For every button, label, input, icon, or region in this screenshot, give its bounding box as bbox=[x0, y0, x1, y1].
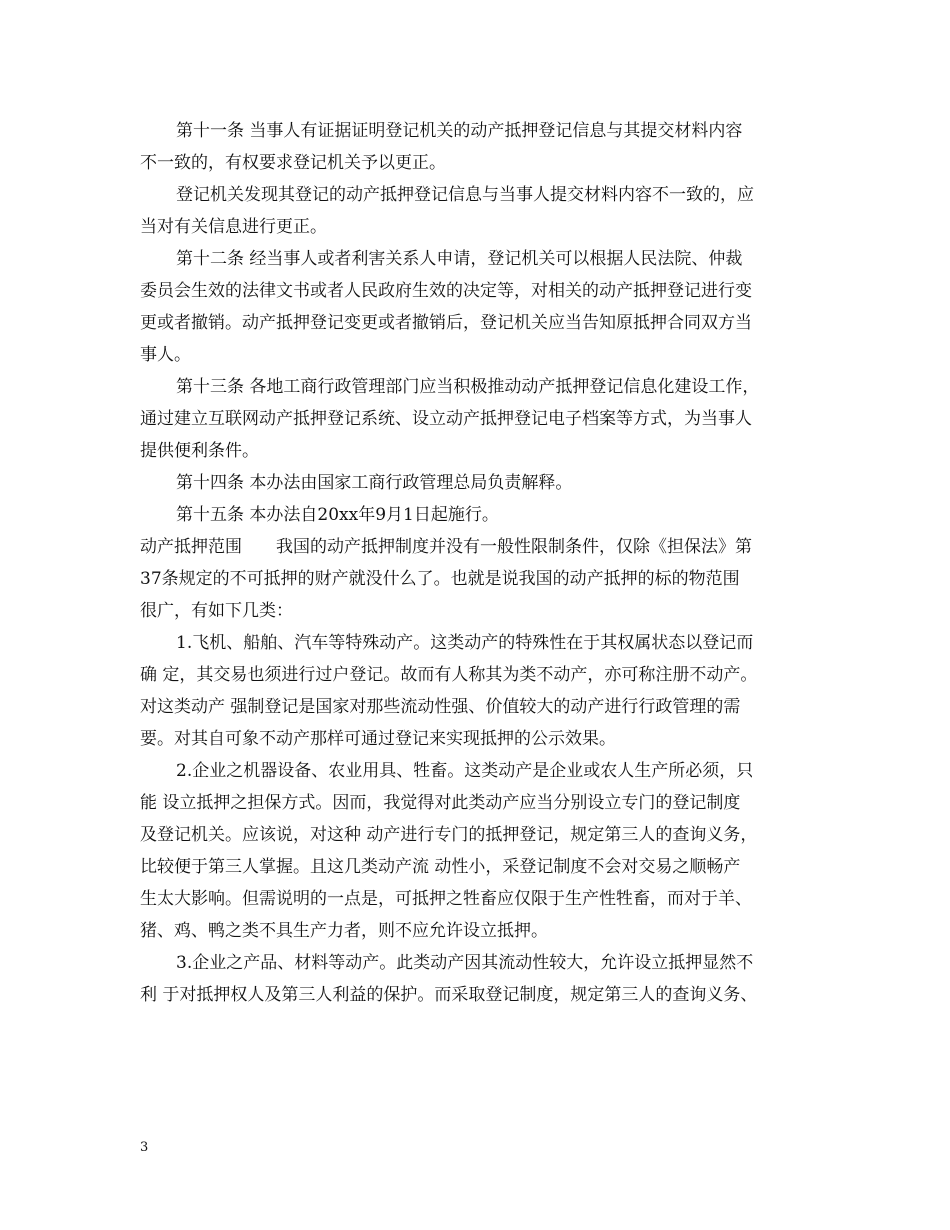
text-line: 3.企业之产品、材料等动产。此类动产因其流动性较大，允许设立抵押显然不 bbox=[176, 953, 754, 973]
text-line: 提供便利条件。 bbox=[140, 441, 259, 461]
page-number: 3 bbox=[140, 1140, 149, 1155]
text-line: 第十三条 各地工商行政管理部门应当积极推动动产抵押登记信息化建设工作， bbox=[176, 377, 760, 397]
text-line: 不一致的，有权要求登记机关予以更正。 bbox=[140, 153, 446, 173]
document-body bbox=[140, 115, 815, 1011]
text-line: 猪、鸡、鸭之类不具生产力者，则不应允许设立抵押。 bbox=[140, 921, 548, 941]
text-line: 2.企业之机器设备、农业用具、牲畜。这类动产是企业或农人生产所必须，只 bbox=[176, 761, 754, 781]
text-line: 要。对其自可象不动产那样可通过登记来实现抵押的公示效果。 bbox=[140, 729, 616, 749]
text-line: 当对有关信息进行更正。 bbox=[140, 217, 327, 237]
text-line: 通过建立互联网动产抵押登记系统、设立动产抵押登记电子档案等方式，为当事人 bbox=[140, 409, 752, 429]
text-line: 及登记机关。应该说，对这种 动产进行专门的抵押登记，规定第三人的查询义务， bbox=[140, 825, 758, 845]
text-line: 对这类动产 强制登记是国家对那些流动性强、价值较大的动产进行行政管理的需 bbox=[140, 697, 741, 717]
text-line: 利 于对抵押权人及第三人利益的保护。而采取登记制度，规定第三人的查询义务、 bbox=[140, 985, 758, 1005]
text-line: 37条规定的不可抵押的财产就没什么了。也就是说我国的动产抵押的标的物范围 bbox=[140, 569, 740, 589]
text-line: 生太大影响。但需说明的一点是，可抵押之牲畜应仅限于生产性牲畜，而对于羊、 bbox=[140, 889, 752, 909]
text-line: 委员会生效的法律文书或者人民政府生效的决定等，对相关的动产抵押登记进行变 bbox=[140, 281, 752, 301]
text-line: 1.飞机、船舶、汽车等特殊动产。这类动产的特殊性在于其权属状态以登记而 bbox=[176, 633, 754, 653]
text-line: 事人。 bbox=[140, 345, 191, 365]
text-line: 登记机关发现其登记的动产抵押登记信息与当事人提交材料内容不一致的，应 bbox=[176, 185, 754, 205]
text-line: 第十五条 本办法自20xx年9月1日起施行。 bbox=[176, 505, 499, 525]
text-line: 能 设立抵押之担保方式。因而，我觉得对此类动产应当分别设立专门的登记制度 bbox=[140, 793, 741, 813]
text-line: 第十二条 经当事人或者利害关系人申请，登记机关可以根据人民法院、仲裁 bbox=[176, 249, 743, 269]
text-line: 很广，有如下几类： bbox=[140, 601, 293, 621]
text-line: 动产抵押范围 我国的动产抵押制度并没有一般性限制条件，仅除《担保法》第 bbox=[140, 537, 752, 557]
text-line: 第十一条 当事人有证据证明登记机关的动产抵押登记信息与其提交材料内容 bbox=[176, 121, 743, 141]
text-line: 第十四条 本办法由国家工商行政管理总局负责解释。 bbox=[176, 473, 573, 493]
text-line: 确 定，其交易也须进行过户登记。故而有人称其为类不动产，亦可称注册不动产。 bbox=[140, 665, 758, 685]
text-line: 更或者撤销。动产抵押登记变更或者撤销后，登记机关应当告知原抵押合同双方当 bbox=[140, 313, 752, 333]
text-line: 比较便于第三人掌握。且这几类动产流 动性小，采登记制度不会对交易之顺畅产 bbox=[140, 857, 741, 877]
